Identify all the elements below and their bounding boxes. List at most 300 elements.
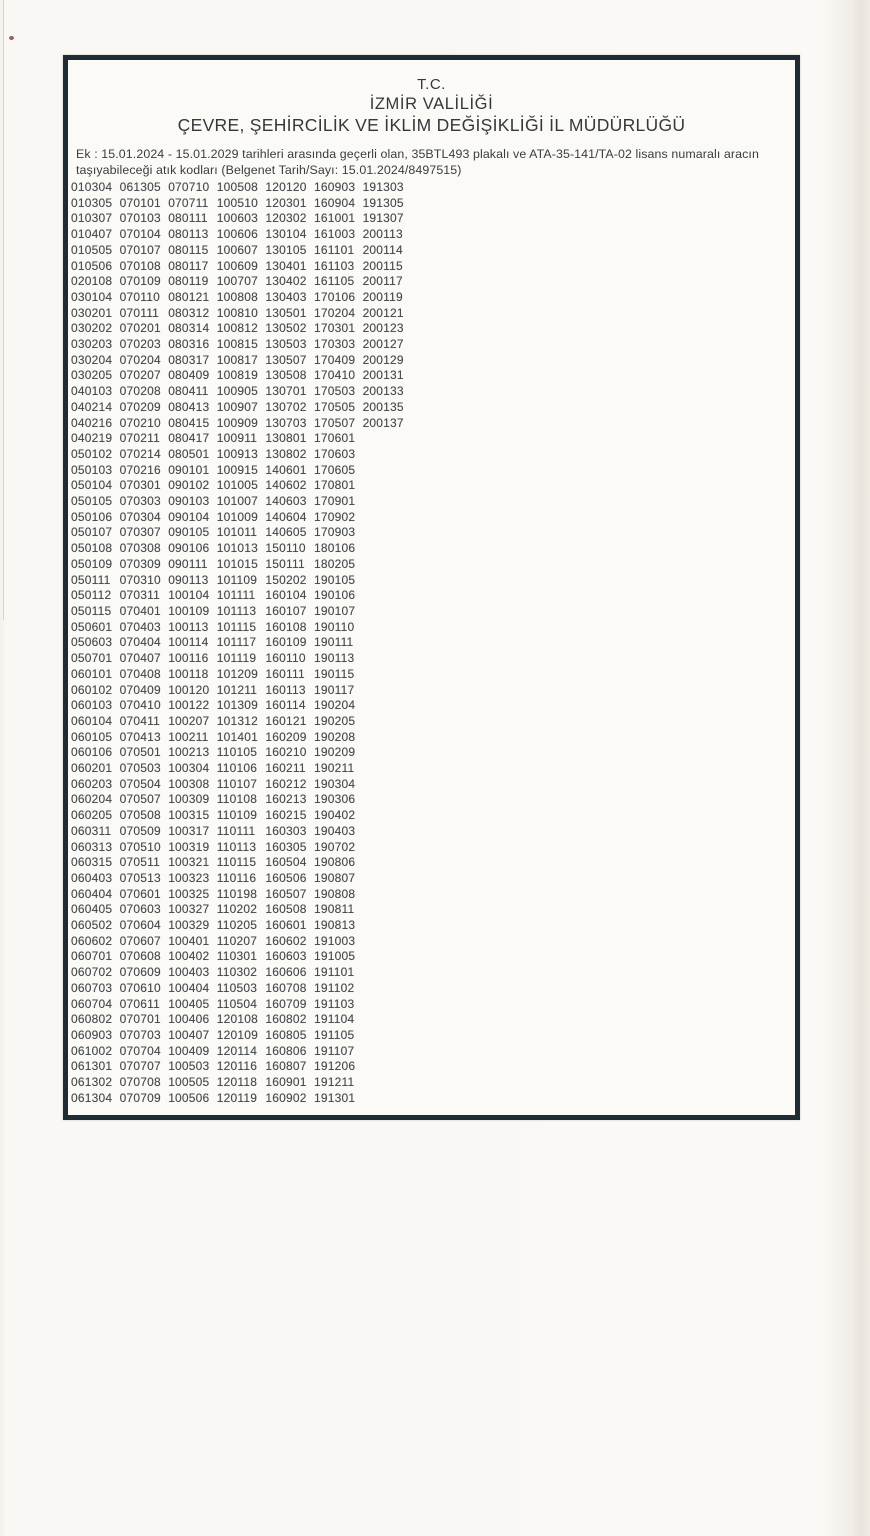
waste-code: 090104: [168, 509, 210, 524]
waste-code: 050115: [71, 603, 112, 618]
waste-code: 160504: [265, 855, 307, 870]
waste-code: 100812: [216, 321, 259, 336]
waste-code: 080415: [168, 415, 210, 430]
waste-code: 100404: [168, 980, 210, 995]
waste-code: 200113: [362, 227, 403, 242]
waste-code: 120116: [216, 1059, 258, 1074]
waste-code: 190806: [313, 855, 356, 870]
waste-code: 100116: [168, 651, 209, 666]
waste-code: 140603: [265, 494, 307, 509]
waste-code: 060203: [71, 776, 113, 791]
waste-code: 200121: [362, 305, 404, 320]
waste-code: 070608: [119, 949, 161, 964]
waste-code: 191105: [313, 1027, 355, 1042]
waste-code: 190813: [313, 918, 356, 933]
waste-code: 070703: [119, 1027, 161, 1042]
waste-code: 060802: [71, 1012, 113, 1027]
waste-code: 160104: [265, 588, 307, 603]
waste-code: 070110: [119, 289, 160, 304]
header-valilik: İZMİR VALİLİĞİ: [369, 95, 494, 113]
waste-code: 101312: [216, 713, 259, 728]
waste-code: 080409: [168, 368, 210, 383]
waste-code: 030201: [71, 305, 113, 320]
waste-code: 060105: [71, 729, 113, 744]
waste-code: 160901: [265, 1075, 307, 1090]
scan-edge-line: [3, 0, 4, 620]
waste-code: 200114: [362, 242, 403, 257]
waste-code: 101209: [216, 666, 259, 681]
waste-code: 100405: [168, 996, 210, 1011]
waste-code: 060502: [71, 918, 113, 933]
waste-code: 070707: [119, 1059, 161, 1074]
waste-code: 191307: [362, 211, 404, 226]
waste-code: 060201: [71, 761, 113, 776]
waste-code: 110106: [216, 761, 258, 776]
waste-code: 050701: [71, 651, 113, 666]
waste-code: 191211: [313, 1075, 355, 1090]
waste-code: 101111: [216, 588, 256, 603]
waste-code: 160113: [265, 682, 306, 697]
waste-code: 070411: [119, 713, 160, 728]
waste-code: 070510: [119, 839, 161, 854]
waste-code: 090105: [168, 525, 210, 540]
waste-code: 070611: [119, 996, 160, 1011]
waste-code: 100808: [216, 289, 259, 304]
waste-code: 130105: [265, 242, 307, 257]
waste-code: 070704: [119, 1043, 161, 1058]
waste-code: 101401: [216, 729, 259, 744]
waste-code: 190209: [313, 745, 356, 760]
waste-code: 100211: [168, 729, 209, 744]
waste-code: 100120: [168, 682, 210, 697]
waste-code: 200123: [362, 321, 404, 336]
waste-code: 070310: [119, 572, 161, 587]
waste-code: 100607: [216, 242, 259, 257]
waste-code: 100409: [168, 1043, 210, 1058]
waste-code: 070709: [119, 1090, 161, 1105]
waste-code: 160108: [265, 619, 307, 634]
waste-code: 070509: [119, 823, 161, 838]
waste-code: 110205: [216, 918, 258, 933]
waste-code: 100109: [168, 603, 210, 618]
waste-code: 061305: [119, 180, 161, 194]
waste-code: 050603: [71, 635, 113, 650]
waste-code: 030104: [71, 289, 113, 304]
waste-code: 070208: [119, 384, 161, 399]
waste-code: 200133: [362, 384, 404, 399]
waste-code: 190205: [313, 713, 356, 728]
waste-code: 191305: [362, 195, 404, 210]
waste-code: 100104: [168, 588, 210, 603]
waste-code: 100407: [168, 1027, 210, 1042]
waste-code: 110111: [216, 823, 256, 838]
waste-code: 070408: [119, 666, 161, 681]
waste-code: 160904: [313, 195, 356, 210]
waste-code: 060602: [71, 933, 113, 948]
waste-code: 101117: [216, 635, 257, 650]
waste-code: 190306: [313, 792, 356, 807]
waste-code: 070610: [119, 980, 161, 995]
waste-code: 100114: [168, 635, 209, 650]
waste-code: 160903: [313, 180, 356, 194]
waste-code: 120301: [265, 195, 307, 210]
waste-code: 120114: [216, 1043, 258, 1058]
waste-code: 050109: [71, 556, 113, 571]
waste-code: 070209: [119, 399, 161, 414]
waste-code: 070104: [119, 227, 161, 242]
attachment-note-line-1: Ek : 15.01.2024 - 15.01.2029 tarihleri arasında geçerli olan, 35BTL493 plakalı ve ATA-35-141/TA-02 lisans numaralı aracın: [76, 147, 759, 161]
waste-code: 060701: [71, 949, 113, 964]
waste-code: 190402: [313, 808, 356, 823]
waste-code: 100325: [168, 886, 210, 901]
waste-code: 150202: [265, 572, 307, 587]
waste-code: 060103: [71, 698, 113, 713]
waste-code: 200115: [362, 258, 403, 273]
waste-code: 060311: [71, 823, 112, 838]
waste-code: 060903: [71, 1027, 113, 1042]
waste-code: 040103: [71, 384, 113, 399]
waste-code: 191101: [313, 965, 355, 980]
waste-code: 110107: [216, 776, 258, 791]
waste-code: 120118: [216, 1075, 258, 1090]
waste-code: 170301: [313, 321, 356, 336]
waste-code: 160802: [265, 1012, 307, 1027]
waste-code: 070701: [119, 1012, 161, 1027]
waste-code: 070304: [119, 509, 161, 524]
waste-code: 100609: [216, 258, 259, 273]
waste-code: 191206: [313, 1059, 356, 1074]
waste-code: 100317: [168, 823, 210, 838]
waste-code: 110503: [216, 980, 258, 995]
waste-code: 050108: [71, 541, 113, 556]
waste-code: 110115: [216, 855, 257, 870]
waste-code: 160210: [265, 745, 307, 760]
waste-code: 070404: [119, 635, 161, 650]
waste-code: 101211: [216, 682, 258, 697]
waste-code: 100406: [168, 1012, 210, 1027]
waste-code: 130702: [265, 399, 307, 414]
waste-code: 170902: [313, 509, 356, 524]
waste-code: 010505: [71, 242, 113, 257]
waste-code: 190110: [313, 619, 355, 634]
waste-code-grid: [71, 180, 411, 1106]
waste-code: 190211: [313, 761, 355, 776]
waste-code: 170603: [313, 446, 356, 461]
waste-code: 160805: [265, 1027, 307, 1042]
waste-code: 070308: [119, 541, 161, 556]
waste-code: 090111: [168, 556, 208, 571]
waste-code: 190204: [313, 698, 356, 713]
waste-code: 191103: [313, 996, 355, 1011]
waste-code: 010304: [71, 180, 113, 194]
waste-code: 100913: [216, 446, 259, 461]
waste-code: 100207: [168, 713, 210, 728]
waste-code: 070211: [119, 431, 160, 446]
waste-code: 160213: [265, 792, 307, 807]
waste-code: 020108: [71, 274, 113, 289]
waste-code: 200137: [362, 415, 404, 430]
waste-code: 191003: [313, 933, 356, 948]
waste-code: 070607: [119, 933, 161, 948]
waste-code: 160708: [265, 980, 307, 995]
waste-code: 100506: [168, 1090, 210, 1105]
waste-code: 070413: [119, 729, 161, 744]
waste-code: 191301: [313, 1090, 356, 1105]
waste-code: 070604: [119, 918, 161, 933]
waste-code: 200127: [362, 337, 404, 352]
waste-code: 110301: [216, 949, 258, 964]
waste-code: 060404: [71, 886, 113, 901]
waste-code: 170505: [313, 399, 356, 414]
waste-code: 100308: [168, 776, 210, 791]
waste-code: 160806: [265, 1043, 307, 1058]
waste-code: 160807: [265, 1059, 307, 1074]
waste-code: 060702: [71, 965, 113, 980]
attachment-note: [76, 146, 789, 178]
waste-code: 190106: [313, 588, 356, 603]
waste-code: 080411: [168, 384, 209, 399]
waste-code: 160601: [265, 918, 307, 933]
waste-code: 060102: [71, 682, 113, 697]
waste-code: 130703: [265, 415, 307, 430]
waste-code: 120120: [265, 180, 307, 194]
document-header: [68, 75, 795, 136]
waste-code: 101011: [216, 525, 258, 540]
waste-code: 160506: [265, 870, 307, 885]
waste-code: 100707: [216, 274, 259, 289]
waste-code: 101005: [216, 478, 259, 493]
waste-code: 070303: [119, 494, 161, 509]
waste-code: 130802: [265, 446, 307, 461]
waste-code: 100819: [216, 368, 259, 383]
waste-code: 050111: [71, 572, 111, 587]
waste-code: 110202: [216, 902, 258, 917]
waste-code: 190808: [313, 886, 356, 901]
waste-code: 160111: [265, 666, 305, 681]
waste-code: 100315: [168, 808, 210, 823]
waste-code: 190115: [313, 666, 355, 681]
waste-code: 130801: [265, 431, 307, 446]
waste-code: 110302: [216, 965, 258, 980]
waste-code: 101119: [216, 651, 257, 666]
waste-code: 170303: [313, 337, 356, 352]
waste-code: 050107: [71, 525, 113, 540]
waste-code: 100810: [216, 305, 259, 320]
waste-code: 030204: [71, 352, 113, 367]
waste-code: 080121: [168, 289, 210, 304]
waste-code: 170601: [313, 431, 356, 446]
waste-code: 101109: [216, 572, 258, 587]
waste-code: 080501: [168, 446, 210, 461]
waste-code: 100603: [216, 211, 259, 226]
waste-code: 050106: [71, 509, 113, 524]
waste-code: 100309: [168, 792, 210, 807]
waste-code: 161001: [313, 211, 356, 226]
waste-code: 190107: [313, 603, 356, 618]
waste-code: 100403: [168, 965, 210, 980]
waste-code: 070307: [119, 525, 161, 540]
waste-code: 060101: [71, 666, 113, 681]
waste-code: 060205: [71, 808, 113, 823]
waste-code: 010305: [71, 195, 113, 210]
waste-code: 070111: [119, 305, 160, 320]
waste-code: 190111: [313, 635, 354, 650]
waste-code: 191005: [313, 949, 356, 964]
waste-code: 050102: [71, 446, 113, 461]
waste-code: 080314: [168, 321, 210, 336]
waste-code: 161105: [313, 274, 355, 289]
waste-code: 080413: [168, 399, 210, 414]
waste-code: 070401: [119, 603, 161, 618]
waste-code: 070508: [119, 808, 161, 823]
waste-code: 050104: [71, 478, 113, 493]
waste-code: 070403: [119, 619, 161, 634]
waste-code: 160209: [265, 729, 307, 744]
waste-code: 070108: [119, 258, 161, 273]
waste-code: 130701: [265, 384, 307, 399]
waste-code: 190208: [313, 729, 356, 744]
waste-code: 090101: [168, 462, 210, 477]
waste-code: 160602: [265, 933, 307, 948]
waste-code: 070107: [119, 242, 161, 257]
waste-code: 100329: [168, 918, 210, 933]
waste-code: 130104: [265, 227, 307, 242]
waste-code: 160709: [265, 996, 307, 1011]
waste-code: 070109: [119, 274, 161, 289]
waste-code: 170801: [313, 478, 356, 493]
waste-code: 110108: [216, 792, 258, 807]
waste-code: 100817: [216, 352, 259, 367]
waste-code: 010506: [71, 258, 113, 273]
waste-code: 140604: [265, 509, 307, 524]
waste-code: 100915: [216, 462, 259, 477]
waste-code: 070601: [119, 886, 161, 901]
waste-code: 190811: [313, 902, 355, 917]
waste-code: 070501: [119, 745, 161, 760]
waste-code: 170503: [313, 384, 356, 399]
waste-code: 160305: [265, 839, 307, 854]
waste-code: 050601: [71, 619, 113, 634]
waste-code: 060405: [71, 902, 113, 917]
waste-code: 010407: [71, 227, 113, 242]
waste-code: 090113: [168, 572, 209, 587]
waste-code: 100401: [168, 933, 210, 948]
waste-code: 170903: [313, 525, 356, 540]
waste-code: 080111: [168, 211, 208, 226]
waste-code: 110116: [216, 870, 257, 885]
header-tc: T.C.: [417, 76, 446, 93]
waste-code: 110198: [216, 886, 258, 901]
waste-code: 100505: [168, 1075, 210, 1090]
waste-code: 170605: [313, 462, 356, 477]
waste-code: 060313: [71, 839, 113, 854]
waste-code: 120119: [216, 1090, 258, 1105]
waste-code: 080417: [168, 431, 210, 446]
waste-code: 090106: [168, 541, 210, 556]
waste-code: 101115: [216, 619, 257, 634]
waste-code: 100508: [216, 180, 259, 194]
waste-code: 050112: [71, 588, 112, 603]
waste-code: 070708: [119, 1075, 161, 1090]
waste-code: 160603: [265, 949, 307, 964]
waste-code: 130501: [265, 305, 307, 320]
waste-code: 100321: [168, 855, 210, 870]
waste-code: 190807: [313, 870, 356, 885]
waste-code: 120108: [216, 1012, 259, 1027]
waste-code: 130401: [265, 258, 307, 273]
waste-code: 130402: [265, 274, 307, 289]
waste-code: 170204: [313, 305, 356, 320]
header-mudurluk: ÇEVRE, ŞEHİRCİLİK VE İKLİM DEĞİŞİKLİĞİ İL MÜDÜRLÜĞÜ: [177, 115, 686, 135]
waste-code: 060403: [71, 870, 113, 885]
waste-code: 070216: [119, 462, 161, 477]
waste-code: 100323: [168, 870, 210, 885]
waste-code: 070409: [119, 682, 161, 697]
waste-code: 200135: [362, 399, 404, 414]
waste-code: 170106: [313, 289, 356, 304]
waste-code: 180205: [313, 556, 356, 571]
waste-code: 200129: [362, 352, 404, 367]
waste-code: 160902: [265, 1090, 307, 1105]
waste-code: 070311: [119, 588, 160, 603]
waste-code: 010307: [71, 211, 113, 226]
waste-code: 080317: [168, 352, 210, 367]
waste-code: 070103: [119, 211, 161, 226]
waste-code: 190105: [313, 572, 356, 587]
waste-code: 160121: [265, 713, 307, 728]
waste-code: 160507: [265, 886, 307, 901]
waste-code: 070609: [119, 965, 161, 980]
waste-code: 101015: [216, 556, 259, 571]
waste-code: 080113: [168, 227, 209, 242]
waste-code: 101113: [216, 603, 257, 618]
waste-code: 070301: [119, 478, 161, 493]
waste-code: 061304: [71, 1090, 113, 1105]
waste-code: 040214: [71, 399, 113, 414]
waste-code: 070203: [119, 337, 161, 352]
waste-code: 100510: [216, 195, 259, 210]
waste-code: 100606: [216, 227, 259, 242]
waste-code: 070204: [119, 352, 161, 367]
waste-code: 160303: [265, 823, 307, 838]
waste-code: 100905: [216, 384, 259, 399]
waste-code: 120302: [265, 211, 307, 226]
waste-code: 170410: [313, 368, 356, 383]
waste-code: 060315: [71, 855, 113, 870]
waste-code: 080316: [168, 337, 210, 352]
waste-code: 161101: [313, 242, 355, 257]
waste-code: 050103: [71, 462, 113, 477]
waste-code: 101309: [216, 698, 259, 713]
waste-code: 191104: [313, 1012, 355, 1027]
waste-code: 100319: [168, 839, 210, 854]
waste-code: 040219: [71, 431, 113, 446]
waste-code: 160107: [265, 603, 307, 618]
waste-code: 100113: [168, 619, 209, 634]
waste-code: 070207: [119, 368, 161, 383]
waste-code: 070504: [119, 776, 161, 791]
waste-code: 040216: [71, 415, 113, 430]
waste-code: 150111: [265, 556, 305, 571]
waste-code: 190113: [313, 651, 355, 666]
waste-code: 100122: [168, 698, 210, 713]
waste-code: 061301: [71, 1059, 113, 1074]
waste-code: 070503: [119, 761, 161, 776]
waste-code: 200119: [362, 289, 403, 304]
waste-code: 070513: [119, 870, 161, 885]
waste-code: 030202: [71, 321, 113, 336]
waste-code: 100402: [168, 949, 210, 964]
